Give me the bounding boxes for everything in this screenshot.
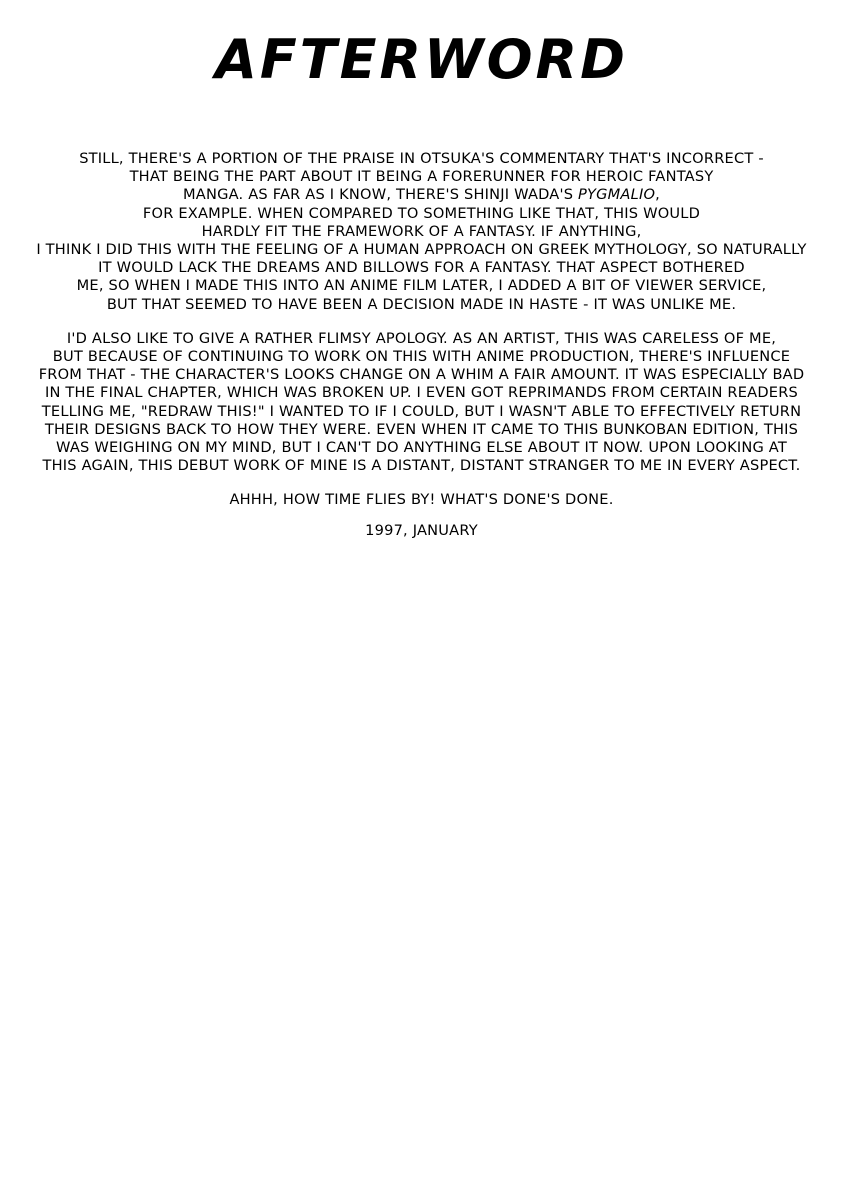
paragraph-2 xyxy=(20,330,823,476)
paragraph-spacer xyxy=(20,475,823,491)
paragraph-1 xyxy=(20,150,823,314)
text-line: STILL, THERE'S A PORTION OF THE PRAISE IN OTSUKA'S COMMENTARY THAT'S INCORRECT - xyxy=(79,150,764,167)
date-line xyxy=(20,522,823,540)
text-line: BUT BECAUSE OF CONTINUING TO WORK ON THIS WITH ANIME PRODUCTION, THERE'S INFLUENCE xyxy=(52,348,791,366)
text-line: HARDLY FIT THE FRAMEWORK OF A FANTASY. IF ANYTHING, xyxy=(201,222,642,240)
afterword-body xyxy=(20,150,823,540)
text-line: IN THE FINAL CHAPTER, WHICH WAS BROKEN UP. I EVEN GOT REPRIMANDS FROM CERTAIN READERS xyxy=(44,384,799,402)
text-line: I'D ALSO LIKE TO GIVE A RATHER FLIMSY APOLOGY. AS AN ARTIST, THIS WAS CARELESS OF ME, xyxy=(66,329,777,347)
text-line: THIS AGAIN, THIS DEBUT WORK OF MINE IS A DISTANT, DISTANT STRANGER TO ME IN EVERY ASPECT. xyxy=(42,457,801,475)
text-line: TELLING ME, "REDRAW THIS!" I WANTED TO IF I COULD, BUT I WASN'T ABLE TO EFFECTIVELY RETURN xyxy=(41,402,802,420)
text-line: I THINK I DID THIS WITH THE FEELING OF A HUMAN APPROACH ON GREEK MYTHOLOGY, SO NATURALLY xyxy=(36,241,807,259)
italic-work-title: PYGMALIO xyxy=(578,186,656,204)
text-line: AHHH, HOW TIME FLIES BY! WHAT'S DONE'S DONE. xyxy=(229,491,614,509)
text-line: IT WOULD LACK THE DREAMS AND BILLOWS FOR A FANTASY. THAT ASPECT BOTHERED xyxy=(98,259,745,277)
text-line: THEIR DESIGNS BACK TO HOW THEY WERE. EVEN WHEN IT CAME TO THIS BUNKOBAN EDITION, THIS xyxy=(44,420,799,438)
paragraph-spacer xyxy=(20,314,823,330)
text-line: ME, SO WHEN I MADE THIS INTO AN ANIME FILM LATER, I ADDED A BIT OF VIEWER SERVICE, xyxy=(76,277,767,295)
text-line: FROM THAT - THE CHARACTER'S LOOKS CHANGE ON A WHIM A FAIR AMOUNT. IT WAS ESPECIALLY BAD xyxy=(38,366,805,384)
text-segment: MANGA. AS FAR AS I KNOW, THERE'S SHINJI WADA'S xyxy=(183,186,579,204)
date-text: 1997, JANUARY xyxy=(365,521,478,539)
text-line: BUT THAT SEEMED TO HAVE BEEN A DECISION MADE IN HASTE - IT WAS UNLIKE ME. xyxy=(106,295,737,313)
page-title: AFTERWORD xyxy=(215,28,628,91)
text-segment: , xyxy=(655,186,660,204)
text-line: WAS WEIGHING ON MY MIND, BUT I CAN'T DO ANYTHING ELSE ABOUT IT NOW. UPON LOOKING AT xyxy=(56,439,787,457)
paragraph-spacer xyxy=(20,510,823,522)
closing-line xyxy=(20,491,823,509)
text-line: THAT BEING THE PART ABOUT IT BEING A FORERUNNER FOR HEROIC FANTASY xyxy=(129,168,714,186)
text-line xyxy=(20,186,823,204)
text-line: FOR EXAMPLE. WHEN COMPARED TO SOMETHING LIKE THAT, THIS WOULD xyxy=(142,204,701,222)
